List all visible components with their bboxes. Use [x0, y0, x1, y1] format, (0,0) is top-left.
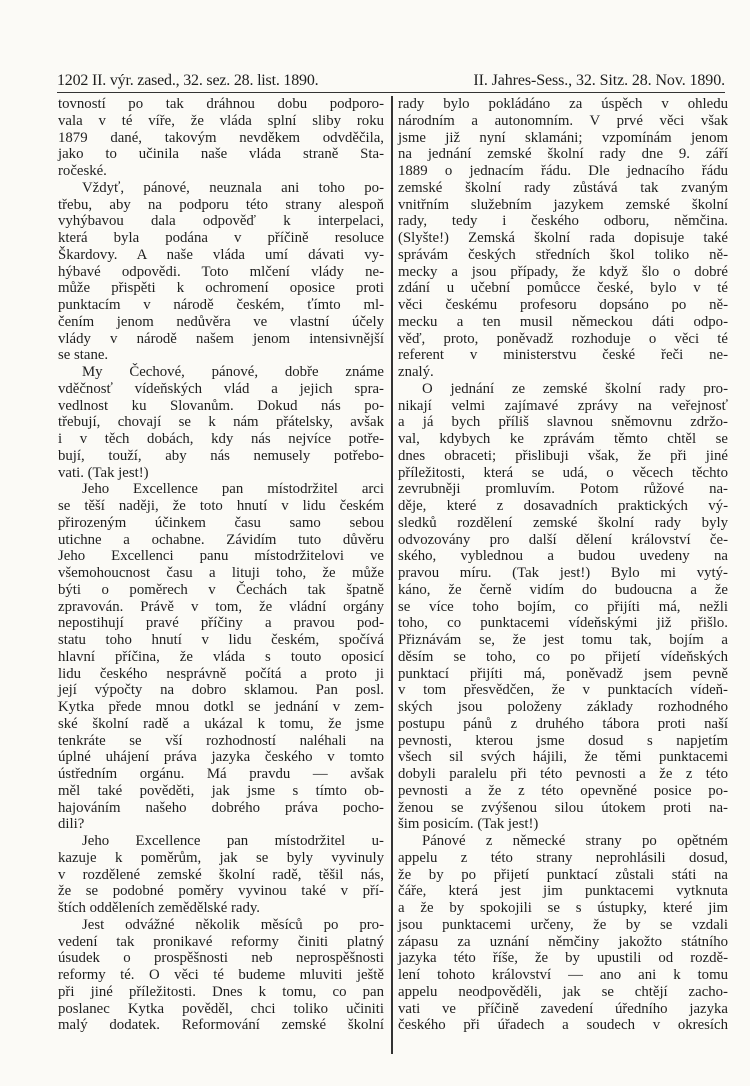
text-line: hajováním našeho dobrého práva pocho- [58, 799, 384, 816]
text-line: se stane. [58, 347, 109, 364]
text-line: Přiznávám se, že jest tomu tak, bojím a [398, 632, 728, 648]
text-line: vedení tak pronikavé reformy činiti platný [58, 933, 384, 950]
text-line: jsme již nyní sklamáni; vzpomínám jenom [398, 129, 728, 146]
text-line: mecku a ten musil německou dáti odpo- [398, 313, 728, 330]
paragraph [58, 481, 384, 833]
text-line: šim posicím. (Tak jest!) [398, 816, 539, 833]
header-german: II. Jahres-Sess., 32. Sitz. 28. Nov. 1890. [473, 72, 725, 89]
text-line: děsím se toho, co po přijetí vídeňských [398, 648, 728, 665]
header-czech: 1202 II. výr. zased., 32. sez. 28. list. 1890. [57, 72, 319, 89]
text-line: pevnosti a že z této opevněné posice po- [398, 782, 728, 799]
text-line: jsou punktacemi určeny, že by se vzdali [398, 916, 728, 933]
text-line: rady bylo pokládáno za úspěch v ohledu [398, 96, 728, 112]
text-line: že by po přijetí punktací zůstali státi na [398, 866, 728, 883]
text-line: při jiné příležitosti. Dnes k tomu, co pan [58, 983, 384, 1000]
paragraph [58, 364, 384, 481]
text-line: punktací přijíti má, poněvadž jsem pevně [398, 665, 728, 682]
column-divider [391, 96, 393, 1054]
text-line: jazyka této říše, že by upustili od rozdě- [398, 950, 728, 967]
text-line: a že by spokojili se s ústupky, které jim [398, 900, 728, 916]
text-line: káno, že černě vidím do budoucna a že [398, 581, 728, 598]
text-line: lení tohoto království — ano ani k tomu [398, 967, 728, 983]
text-line: reformy té. O věci té budeme mluviti ještě [58, 967, 384, 983]
text-line: rady, tedy i českého odboru, němčina. [398, 213, 728, 230]
text-line: že se podobné poměry vyvinou také v pří- [58, 883, 384, 900]
text-line: v rozdělené zemské školní radě, těšil nás, [58, 866, 384, 883]
text-line: příležitosti, která se udá, o věcech těchto [398, 464, 728, 481]
text-line: ského, vyblednou a budou uvedeny na [398, 548, 728, 565]
text-line: (Slyšte!) Zemská školní rada dopisuje také [398, 230, 728, 246]
text-line: ročeské. [58, 163, 107, 179]
text-line: a já bych příliš slavnou sněmovnu zdržo- [398, 414, 728, 431]
text-line: býti o poměrech v Čechách tak špatně [58, 581, 384, 598]
text-line: úsudek o prospěšnosti neb neprospěšnosti [58, 950, 384, 967]
text-line: referent v ministerstvu české řeči ne- [398, 347, 728, 364]
text-line: třebují, chovají se k nám přátelsky, avšak [58, 414, 384, 431]
text-line: odvozovány pro další dělení království če- [398, 531, 728, 548]
text-line: bují, touží, aby nás nemusely potřebo- [58, 447, 384, 464]
text-line: hýbavé odpovědi. Toto mlčení vlády ne- [58, 263, 384, 280]
text-line: sledků rozdělení zemské školní rady byly [398, 514, 728, 531]
text-line: všech sil svých hájili, že těmi punktacemi [398, 749, 728, 766]
text-line: vala v té víře, že vláda splní sliby roku [58, 112, 384, 129]
paragraph [58, 180, 384, 364]
text-line: ženou se zvýšenou silou útokem proti na- [398, 799, 728, 816]
paragraph [398, 381, 728, 833]
text-line: přirozeným účinkem času samo sebou [58, 514, 384, 531]
text-line: Jest odvážné několik měsíců po pro- [82, 916, 384, 933]
text-line: vedlnost ku Slovanům. Dokud nás po- [58, 397, 384, 414]
text-line: toho, co punktacemi vídeňskými již přišlo. [398, 615, 728, 632]
text-line: tovností po tak dráhnou dobu podporo- [58, 96, 384, 112]
text-line: Jeho Excellence pan místodržitel u- [82, 833, 384, 849]
text-line: utichne a ochabne. Závidím tuto důvěru [58, 531, 384, 548]
text-line: zdání u učební pomůcce české, bylo v té [398, 280, 728, 297]
text-line: Vždyť, pánové, neuznala ani toho po- [82, 179, 384, 196]
left-column [58, 96, 384, 1034]
text-line: Kytka přede mnou dotkl se jednání v zem- [58, 699, 384, 715]
text-line: 1889 o jednacím řádu. Dle jednacího řádu [398, 163, 728, 179]
text-line: na jednání zemské školní rady dne 9. září [398, 146, 728, 163]
text-line: appelu neodpověděli, jak se chtějí zacho- [398, 983, 728, 1000]
text-line: ských jsou položeny základy rozhodného [398, 699, 728, 715]
text-line: se více toho bojím, co přijíti má, nežli [398, 598, 728, 615]
text-line: pravou míru. (Tak jest!) Bylo mi vytý- [398, 565, 728, 581]
text-line: českého při úřadech a soudech v okresích [398, 1017, 728, 1034]
text-line: nikají velmi zajímavé zprávy na veřejnosť [398, 397, 728, 414]
text-line: vati. (Tak jest!) [58, 464, 149, 481]
text-line: pevnosti, kterou jsme dosud s napjetím [398, 732, 728, 749]
text-line: Škardovy. A naše vláda umí dávati vy- [58, 246, 384, 263]
text-line: lidu českého nesprávně počítá a proto ji [58, 665, 384, 682]
text-line: národním a autonomním. V prvé věci však [398, 112, 728, 129]
text-line: měl také pověděti, jak jsme s tímto ob- [58, 782, 384, 799]
text-line: věci českému profesoru dopsáno po ně- [398, 297, 728, 313]
text-line: dili? [58, 816, 85, 833]
text-line: správám českých středních škol toliko ně- [398, 246, 728, 263]
text-line: znalý. [398, 364, 434, 380]
text-line: postupu pánů z druhého tábora proti naší [398, 715, 728, 732]
text-line: statu toho hnutí v lidu českém, spočívá [58, 632, 384, 648]
paragraph [398, 833, 728, 1034]
text-line: ústředním orgánu. Má pravdu — avšak [58, 766, 384, 782]
text-line: malý dodatek. Reformování zemské školní [58, 1017, 384, 1034]
text-line: zemské školní rady zůstává tak zvaným [398, 179, 728, 196]
text-line: vlády v národě našem jenom intensivnější [58, 330, 384, 347]
text-line: nepostihují pravé příčiny a pravou pod- [58, 615, 384, 632]
text-line: zpravován. Právě v tom, že vládní orgány [58, 598, 384, 615]
text-line: poslanec Kytka pověděl, chci toliko učiniti [58, 1000, 384, 1017]
text-line: ské školní radě a ukázal k tomu, že jsme [58, 715, 384, 732]
text-line: zevrubněji promluvím. Potom růžové na- [398, 481, 728, 498]
paragraph [58, 833, 384, 917]
text-line: val, kdybych ke zprávám těmto chtěl se [398, 431, 728, 447]
text-line: My Čechové, pánové, dobře známe [82, 364, 384, 380]
text-line: se těší naději, že toto hnutí v lidu českém [58, 498, 384, 514]
text-line: jako to učinila naše vláda straně Sta- [58, 146, 384, 163]
text-line: vati ve příčině zavedení úředního jazyka [398, 1000, 728, 1017]
text-line: děje, které z dosavadních praktických vý- [398, 498, 728, 514]
text-line: kazuje k poměrům, jak se byly vyvinuly [58, 849, 384, 866]
paragraph [398, 96, 728, 381]
paragraph [58, 96, 384, 180]
text-line: tenkráte se vší rozhodností naléhali na [58, 732, 384, 749]
text-line: čáře, která jest jim punktacemi vytknuta [398, 883, 728, 900]
running-header [57, 62, 725, 93]
text-line: čením jenom nedůvěra ve vlastní účely [58, 313, 384, 330]
text-line: všemohoucnost času a lituji toho, že může [58, 565, 384, 581]
text-line: štích odděleních zemědělské rady. [58, 900, 261, 916]
text-line: i v těch dobách, kdy nás nejvíce potře- [58, 431, 384, 447]
text-line: věď, proto, poněvadž rozhoduje o věci té [398, 330, 728, 347]
text-line: vnitřním služebním jazykem zemské školní [398, 196, 728, 213]
text-line: appelu z této strany neprohlásili dosud, [398, 849, 728, 866]
text-line: v tom přesvědčen, že v punktacích vídeň- [398, 682, 728, 699]
text-line: O jednání ze zemské školní rady pro- [422, 380, 728, 397]
text-line: vyhýbavou dala odpověď k interpelaci, [58, 213, 384, 230]
text-line: 1879 dané, takovým nevděkem odvděčila, [58, 129, 384, 146]
text-line: Jeho Excellence pan místodržitel arci [82, 481, 384, 498]
text-line: mecky a jsou případy, že když šlo o dobré [398, 263, 728, 280]
text-line: vděčnosť vídeňských vlád a jejich spra- [58, 380, 384, 397]
text-line: punktacím v národě českém, ťímto ml- [58, 297, 384, 313]
text-line: hlavní příčina, že vláda s touto oposicí [58, 648, 384, 665]
text-line: třebu, aby na podporu této strany alespoň [58, 196, 384, 213]
text-line: dnes obraceti; přislibuji však, že při jiné [398, 447, 728, 464]
text-line: Pánové z německé strany po opětném [422, 833, 728, 849]
text-line: zápasu za uznání němčiny jakožto státního [398, 933, 728, 950]
right-column [398, 96, 728, 1034]
text-line: úplné uhájení práva jazyka českého v tomto [58, 749, 384, 766]
text-line: její výpočty na dobro sklamou. Pan posl. [58, 682, 384, 699]
text-line: může přispěti k ochromení oposice proti [58, 280, 384, 297]
text-line: dobyli paralelu při této pevnosti a že z této [398, 766, 728, 782]
text-line: která byla podána v příčině resoluce [58, 230, 384, 246]
text-line: Jeho Excellenci panu místodržitelovi ve [58, 548, 384, 565]
paragraph [58, 917, 384, 1034]
